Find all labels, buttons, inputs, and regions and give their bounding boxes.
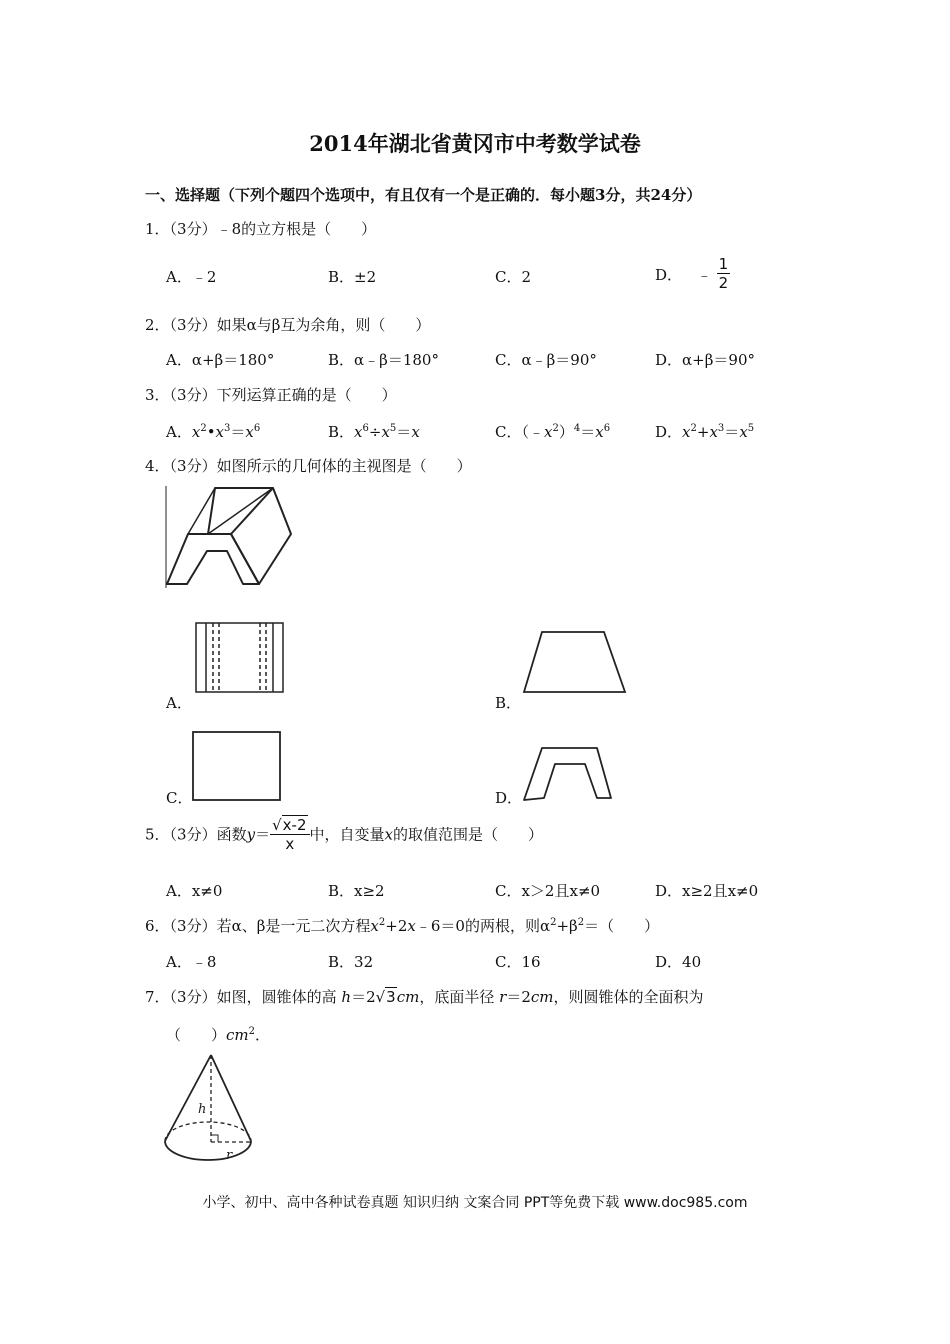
q1-option-c: C．2: [495, 268, 532, 286]
radicand: 3: [386, 988, 396, 1006]
q3-option-b: B．$x^6\div x^5=x$: [328, 423, 420, 441]
question-score: （3分）: [169, 457, 217, 475]
unit-exponent: 2: [248, 1026, 256, 1037]
q5-option-a: A．x≠0: [166, 882, 223, 900]
option-label: C．: [495, 423, 522, 441]
fraction-denominator: x: [285, 835, 295, 853]
question-text: 如图，圆锥体的高: [216, 988, 337, 1006]
question-text: ＝2: [506, 988, 531, 1006]
question-text: ，底面半径: [419, 988, 495, 1006]
question-number: 5．: [145, 825, 170, 844]
page-footer: 小学、初中、高中各种试卷真题 知识归纳 文案合同 PPT等免费下载 www.doc985.com: [202, 1195, 748, 1211]
q4-option-b-figure: [522, 630, 628, 694]
period: ．: [255, 1026, 271, 1044]
question-3: [145, 384, 397, 405]
question-score: （3分）: [169, 917, 217, 935]
fraction-numerator: 1: [718, 255, 729, 273]
question-1: [145, 218, 376, 239]
answer-blank: （ ）: [166, 1026, 227, 1044]
q4-solid-figure: [165, 486, 295, 590]
question-text: ，则圆锥体的全面积为: [553, 988, 704, 1006]
q1-option-d: [655, 257, 730, 291]
question-number: 3．: [145, 386, 170, 404]
unit-cm: cm: [226, 1026, 249, 1044]
option-label: A．: [166, 423, 192, 441]
q4-option-d-label: D．: [495, 789, 523, 807]
fraction-denominator: 2: [718, 274, 729, 292]
fraction: [717, 257, 731, 291]
radicand: x-2: [282, 816, 307, 834]
question-number: 1．: [145, 220, 170, 238]
question-score: （3分）: [169, 825, 217, 844]
q2-option-a: A．α+β＝180°: [166, 351, 275, 369]
q6-option-a: A．﹣8: [166, 953, 217, 971]
question-score: （3分）: [169, 386, 217, 404]
question-text: 如果α与β互为余角，则（ ）: [216, 316, 431, 334]
option-label: D．: [655, 265, 683, 284]
question-2: [145, 314, 430, 335]
q2-option-c: C．α﹣β＝90°: [495, 351, 597, 369]
q4-option-a-label: A．: [166, 694, 192, 712]
q3-option-d: D．$x^2+x^3=x^5$: [655, 423, 755, 441]
q4-option-c-label: C．: [166, 789, 193, 807]
question-text: ＝2: [351, 988, 376, 1006]
question-number: 6．: [145, 917, 170, 935]
question-text: 如图所示的几何体的主视图是（ ）: [216, 457, 472, 475]
q5-option-d: D．x≥2且x≠0: [655, 882, 759, 900]
q4-option-c-figure: [192, 731, 282, 801]
variable-h: h: [341, 988, 352, 1006]
question-4: [145, 455, 472, 476]
q3-option-a: A．$x^2•x^3=x^6$: [166, 423, 261, 441]
question-score: （3分）: [169, 988, 217, 1006]
variable-y: y: [246, 825, 256, 844]
variable-r: r: [499, 988, 507, 1006]
q4-option-d-figure: [522, 746, 614, 802]
q1-option-b: B．±2: [328, 268, 377, 286]
q5-option-b: B．x≥2: [328, 882, 385, 900]
minus-sign: ﹣: [696, 265, 712, 284]
cone-radius-label: r: [226, 1148, 233, 1163]
variable-x: x: [384, 825, 393, 844]
cone-height-label: h: [198, 1102, 207, 1117]
question-text: ＝（ ）: [584, 917, 660, 935]
section-heading: 一、选择题（下列个题四个选项中，有且仅有一个是正确的．每小题3分，共24分）: [145, 186, 702, 204]
question-text: 下列运算正确的是（ ）: [216, 386, 397, 404]
option-label: B．: [328, 423, 355, 441]
question-7-line-2: [166, 1024, 270, 1045]
q6-option-d: D．40: [655, 953, 702, 971]
question-score: （3分）: [169, 220, 217, 238]
q4-option-b-label: B．: [495, 694, 522, 712]
question-number: 4．: [145, 457, 170, 475]
question-text: 的两根，则α: [464, 917, 551, 935]
question-text: 若α、β是一元二次方程: [216, 917, 371, 935]
question-7: 7．（3分）如图，圆锥体的高 h＝2√3cm，底面半径 r＝2cm，则圆锥体的全面积为: [145, 988, 704, 1006]
q3-option-c: C．$(﹣x^2)^4=x^6$: [495, 423, 611, 441]
question-number: 7．: [145, 988, 170, 1006]
question-text: 函数: [216, 825, 247, 844]
q2-option-d: D．α+β＝90°: [655, 351, 755, 369]
unit-cm: cm: [396, 988, 420, 1006]
q6-option-b: B．32: [328, 953, 374, 971]
question-text: +β: [556, 917, 578, 935]
fraction-numerator: √x-2: [270, 818, 309, 835]
page-title: 2014年湖北省黄冈市中考数学试卷: [309, 131, 641, 156]
q2-option-b: B．α﹣β＝180°: [328, 351, 439, 369]
question-text: ﹣8的立方根是（ ）: [216, 220, 377, 238]
q5-option-c: C．x＞2且x≠0: [495, 882, 601, 900]
question-text: 中，自变量: [309, 825, 385, 844]
question-6: 6．（3分）若α、β是一元二次方程$x^2+2x﹣6=0$的两根，则$\alpha^2+\beta^2=$（ ）: [145, 917, 660, 935]
q6-option-c: C．16: [495, 953, 541, 971]
function-fraction: [270, 818, 309, 852]
q4-option-a-figure: [195, 622, 285, 694]
question-score: （3分）: [169, 316, 217, 334]
question-number: 2．: [145, 316, 170, 334]
option-label: D．: [655, 423, 683, 441]
question-text: 的取值范围是（ ）: [393, 825, 544, 844]
q1-option-a: A．﹣2: [166, 268, 217, 286]
q7-cone-figure: [162, 1052, 254, 1164]
unit-cm: cm: [530, 988, 554, 1006]
question-5: [145, 818, 543, 852]
equals-sign: ＝: [255, 825, 271, 844]
